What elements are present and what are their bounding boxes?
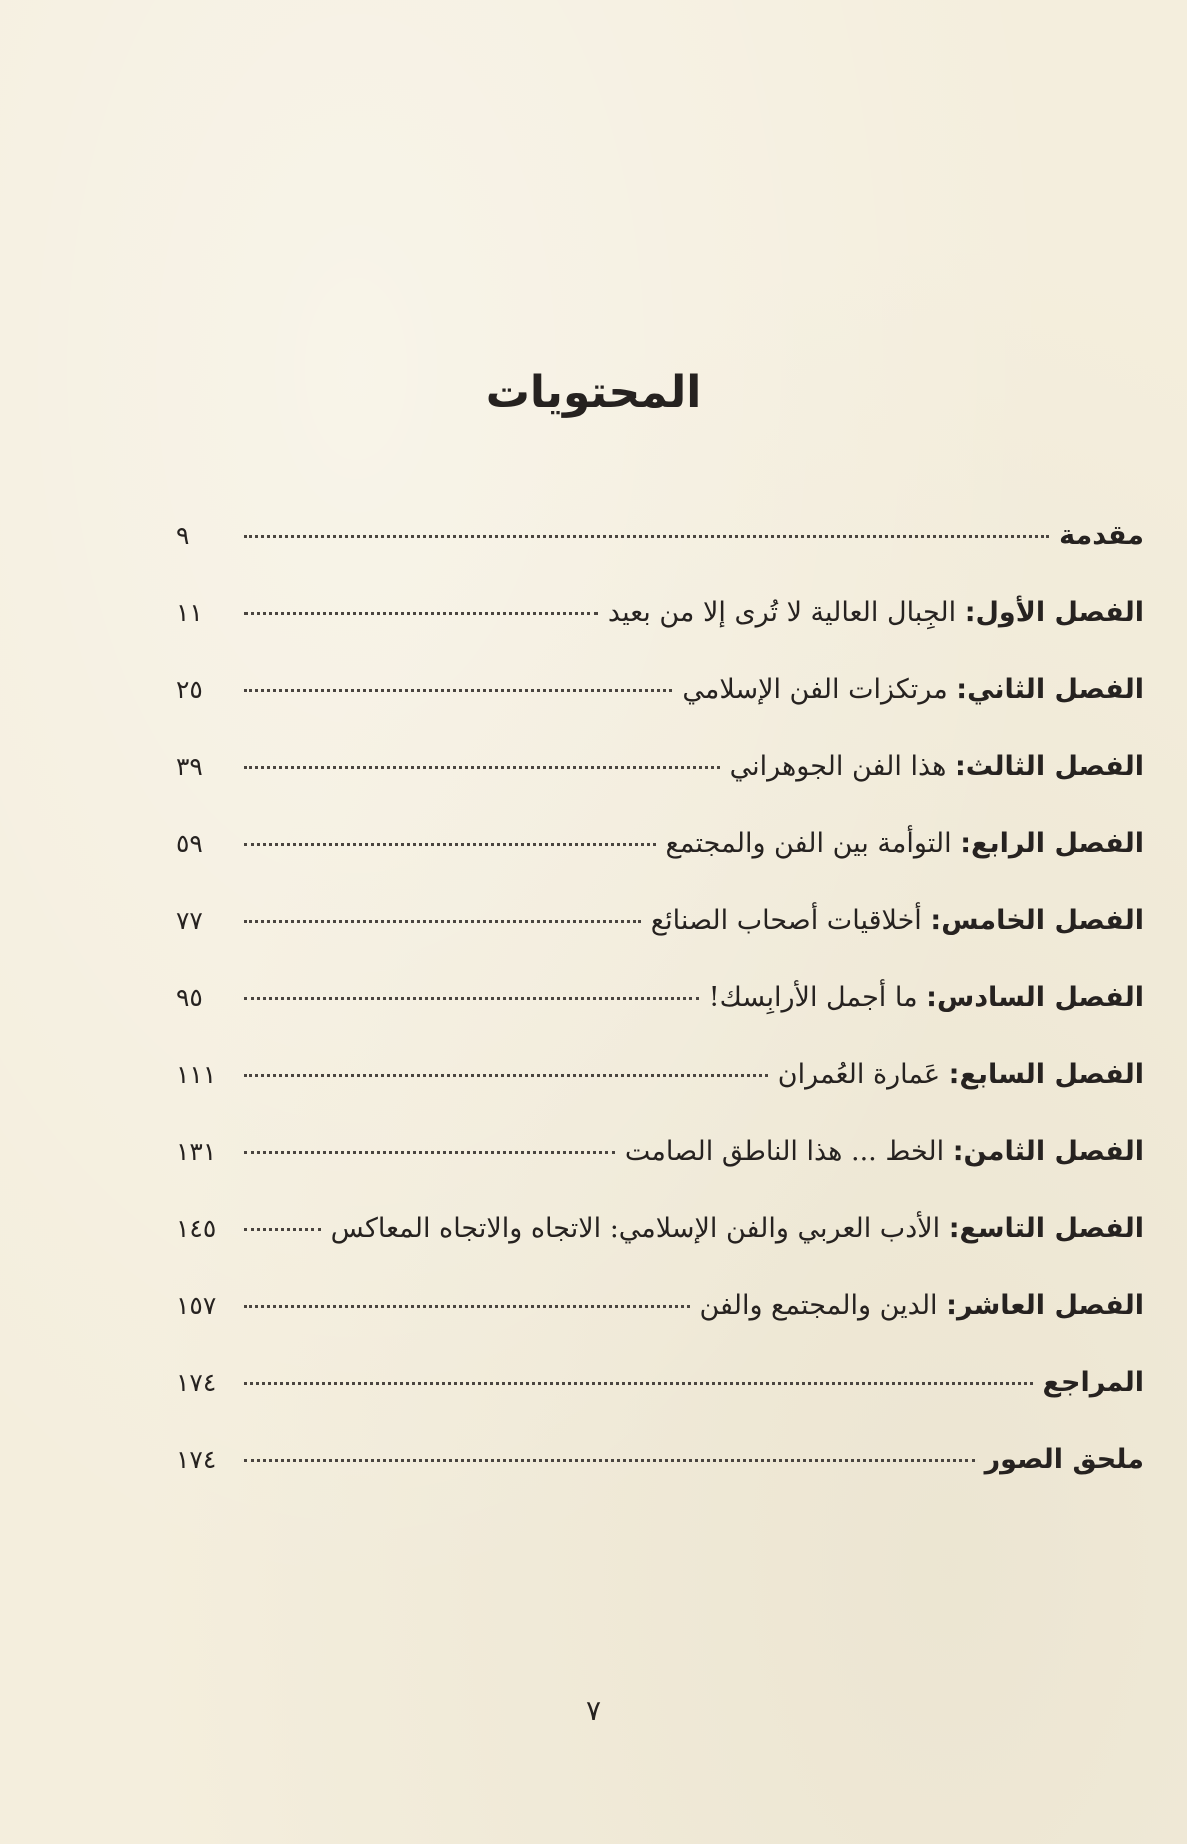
toc-entry [331,1209,1144,1249]
toc-page-number: ١٣١ [176,1137,217,1166]
toc-label: الفصل الثاني: [956,674,1144,705]
toc-label: الفصل الثالث: [955,751,1144,782]
toc-entry [1043,1363,1144,1403]
toc-page-number: ١٥٧ [176,1291,217,1320]
toc-label: الفصل الأول: [964,597,1144,628]
toc-page-number: ٣٩ [176,752,203,781]
toc-entry [666,824,1144,864]
table-of-contents [176,516,1144,1517]
toc-title: مرتكزات الفن الإسلامي [682,674,957,705]
toc-row-chapter-8 [176,1132,1144,1209]
toc-row-chapter-10 [176,1286,1144,1363]
toc-page-number: ١٧٤ [176,1368,217,1397]
toc-entry [985,1440,1144,1480]
dot-leader [244,1305,690,1308]
toc-entry [608,593,1144,633]
page-title: المحتويات [485,367,702,418]
toc-entry [730,747,1144,787]
toc-row-chapter-9 [176,1209,1144,1286]
dot-leader [244,766,720,769]
toc-row-images-appendix [176,1440,1144,1517]
toc-entry [651,901,1144,941]
toc-label: الفصل الثامن: [952,1136,1144,1167]
toc-entry [700,1286,1145,1326]
toc-entry [778,1055,1144,1095]
dot-leader [244,1382,1033,1385]
dot-leader [244,1151,615,1154]
toc-entry [682,670,1144,710]
toc-page-number: ٢٥ [176,675,203,704]
toc-page-number: ٥٩ [176,829,203,858]
toc-row-chapter-1 [176,593,1144,670]
toc-title: عَمارة العُمران [777,1059,949,1090]
toc-title: أخلاقيات أصحاب الصنائع [650,905,931,936]
toc-entry [709,978,1144,1018]
toc-row-references [176,1363,1144,1440]
dot-leader [244,1074,768,1077]
toc-label: الفصل العاشر: [946,1290,1144,1321]
page-number: ٧ [585,1694,602,1727]
dot-leader [244,1228,321,1231]
toc-page-number: ١٤٥ [176,1214,217,1243]
toc-title: هذا الفن الجوهراني [729,751,955,782]
dot-leader [244,612,598,615]
toc-label: ملحق الصور [984,1444,1144,1475]
toc-entry [1059,516,1144,556]
toc-row-chapter-2 [176,670,1144,747]
toc-label: الفصل السادس: [926,982,1144,1013]
toc-page-number: ٧٧ [176,906,203,935]
toc-entry [625,1132,1144,1172]
toc-page-number: ١٧٤ [176,1445,217,1474]
dot-leader [244,535,1049,538]
dot-leader [244,843,656,846]
toc-label: الفصل الرابع: [960,828,1144,859]
dot-leader [244,997,699,1000]
toc-row-chapter-4 [176,824,1144,901]
toc-label: مقدمة [1059,520,1144,551]
toc-page-number: ٩ [176,521,190,550]
toc-label: الفصل السابع: [948,1059,1144,1090]
toc-title: الجِبال العالية لا تُرى إلا من بعيد [607,597,965,628]
toc-page-number: ١١ [176,598,203,627]
dot-leader [244,1459,975,1462]
toc-label: المراجع [1042,1367,1144,1398]
toc-row-chapter-3 [176,747,1144,824]
toc-page-number: ٩٥ [176,983,203,1012]
toc-title: الدين والمجتمع والفن [699,1290,947,1321]
toc-page-number: ١١١ [176,1060,217,1089]
toc-title: الخط ... هذا الناطق الصامت [624,1136,953,1167]
toc-title: ما أجمل الأرابِسك! [708,982,927,1013]
dot-leader [244,689,672,692]
toc-title: التوأمة بين الفن والمجتمع [665,828,961,859]
toc-title: الأدب العربي والفن الإسلامي: الاتجاه والاتجاه المعاكس [330,1213,949,1244]
toc-row-chapter-6 [176,978,1144,1055]
toc-row-chapter-5 [176,901,1144,978]
toc-label: الفصل التاسع: [948,1213,1144,1244]
toc-row-chapter-7 [176,1055,1144,1132]
dot-leader [244,920,641,923]
toc-label: الفصل الخامس: [930,905,1144,936]
toc-row-introduction [176,516,1144,593]
